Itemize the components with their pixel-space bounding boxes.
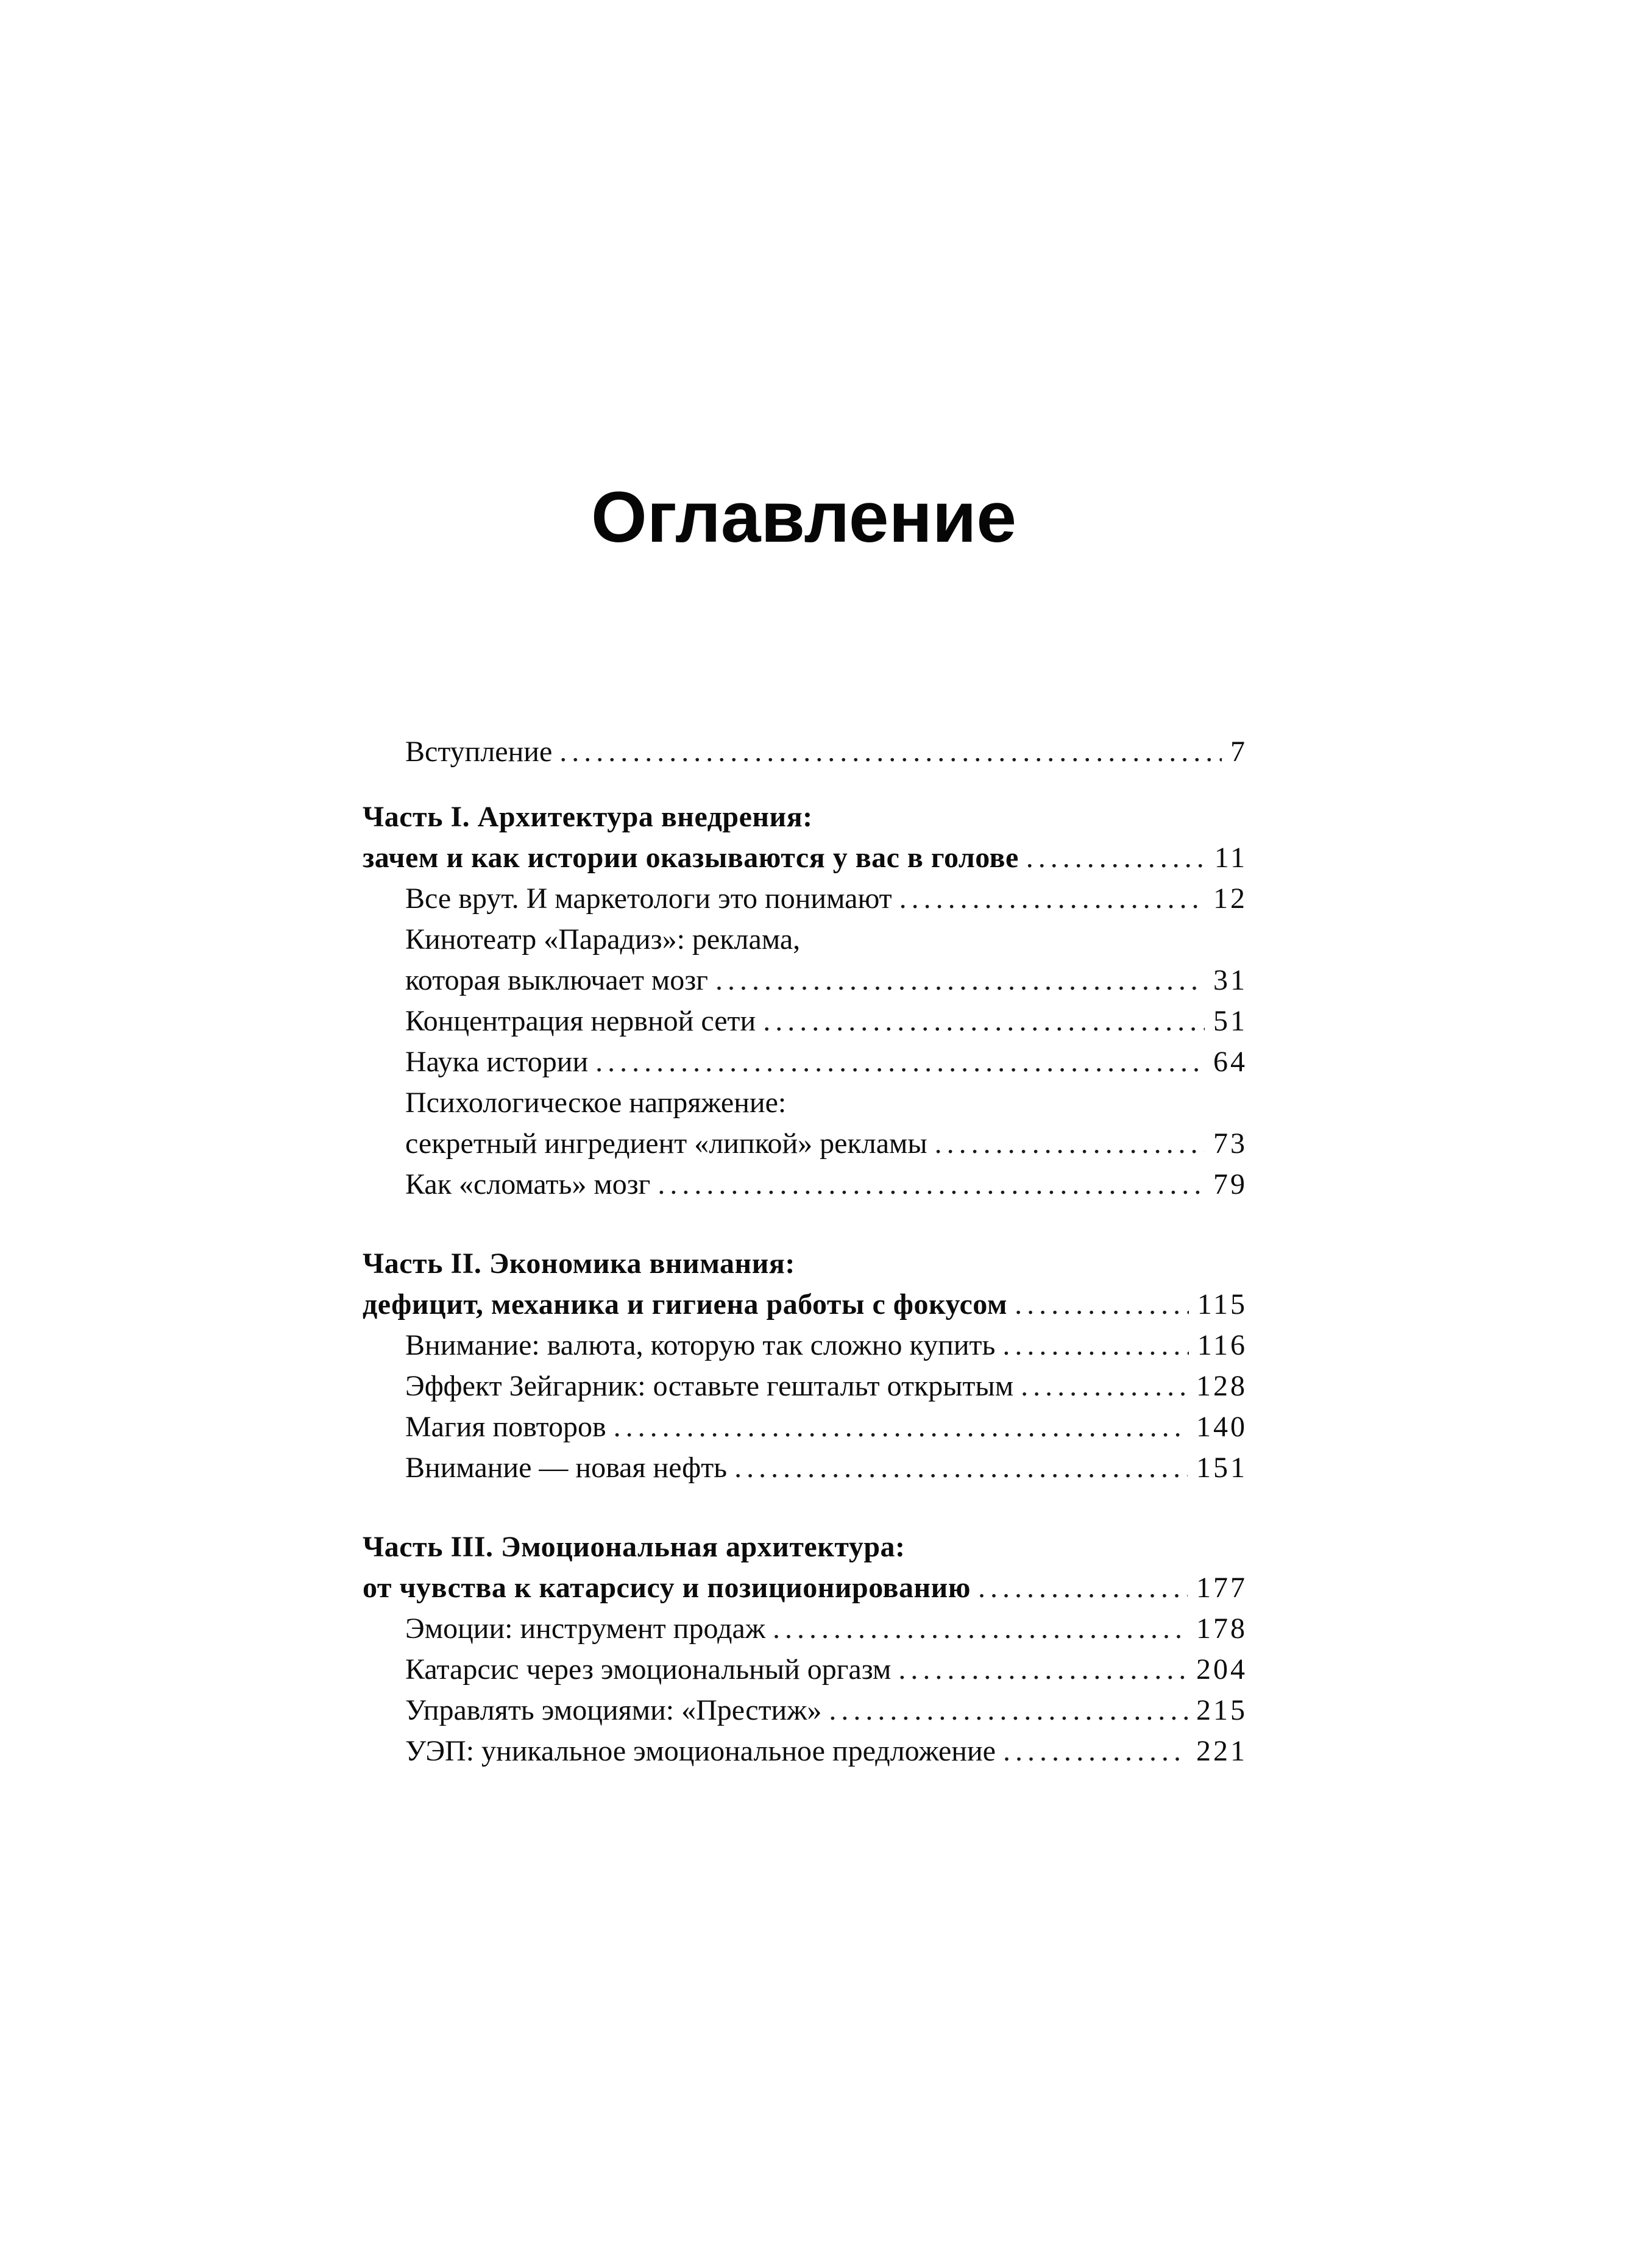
toc-section-1: [363, 796, 1245, 1205]
dot-leader: [978, 1567, 1188, 1608]
dot-leader: [715, 960, 1205, 1001]
toc-part-heading-label: дефицит, механика и гигиена работы с фокусом: [363, 1288, 1008, 1321]
toc-entry-page-number: 31: [1213, 964, 1247, 996]
toc-part-heading: [363, 796, 1245, 837]
toc-part-heading-page-number: 177: [1196, 1572, 1247, 1604]
toc-entry-page-number: 204: [1196, 1653, 1247, 1686]
dot-leader: [1015, 1284, 1189, 1325]
toc-entry: [363, 1447, 1245, 1488]
toc-part-heading: [363, 1284, 1245, 1325]
toc-entry-label: которая выключает мозг: [405, 964, 708, 996]
toc-part-heading: [363, 837, 1245, 878]
dot-leader: [734, 1447, 1188, 1488]
toc-entry-label: Внимание: валюта, которую так сложно купить: [405, 1329, 996, 1361]
toc-intro-page-number: 7: [1230, 736, 1247, 768]
toc-entry-label: Внимание — новая нефть: [405, 1452, 728, 1484]
dot-leader: [658, 1164, 1205, 1205]
toc-entry: [363, 1325, 1245, 1366]
toc-part-heading-label: Часть II. Экономика внимания:: [363, 1247, 795, 1280]
dot-leader: [773, 1608, 1188, 1649]
toc-entry-page-number: 221: [1196, 1735, 1247, 1767]
dot-leader: [899, 878, 1205, 919]
toc-entry-label: Катарсис через эмоциональный оргазм: [405, 1653, 892, 1686]
toc-entry: [363, 1608, 1245, 1649]
dot-leader: [763, 1001, 1205, 1041]
toc-entry-page-number: 73: [1213, 1127, 1247, 1160]
toc-part-heading-label: зачем и как истории оказываются у вас в голове: [363, 842, 1019, 874]
toc-entry: [363, 1731, 1245, 1771]
toc-entry: [363, 1041, 1245, 1082]
toc-entry: [363, 1366, 1245, 1406]
toc-entry-label: Эмоции: инструмент продаж: [405, 1612, 765, 1645]
toc-entry-label: Наука истории: [405, 1046, 589, 1078]
toc-entry-page-number: 140: [1196, 1411, 1247, 1443]
toc-entry: [363, 960, 1245, 1001]
toc-entry: [363, 1123, 1245, 1164]
toc-intro-label: Вступление: [405, 736, 553, 768]
dot-leader: [559, 731, 1222, 772]
dot-leader: [1021, 1366, 1188, 1406]
toc-part-heading-label: Часть III. Эмоциональная архитектура:: [363, 1531, 906, 1563]
toc-section-3: [363, 1526, 1245, 1771]
toc-entry-page-number: 178: [1196, 1612, 1247, 1645]
toc-entry: [363, 919, 1245, 960]
toc-part-heading-label: Часть I. Архитектура внедрения:: [363, 801, 813, 833]
toc-part-heading: [363, 1243, 1245, 1284]
dot-leader: [1003, 1731, 1188, 1771]
dot-leader: [1026, 837, 1206, 878]
toc-entry: [363, 1082, 1245, 1123]
toc-intro: [363, 731, 1245, 772]
toc-entry-page-number: 12: [1213, 882, 1247, 915]
toc-entry-label: Управлять эмоциями: «Престиж»: [405, 1694, 822, 1726]
toc-entry: [363, 1001, 1245, 1041]
dot-leader: [935, 1123, 1205, 1164]
toc-entry-page-number: 51: [1213, 1005, 1247, 1037]
toc-entry: [363, 1649, 1245, 1690]
dot-leader: [1002, 1325, 1188, 1366]
dot-leader: [614, 1406, 1188, 1447]
toc-list: [363, 731, 1245, 1771]
toc-entry-label: Как «сломать» мозг: [405, 1168, 651, 1200]
toc-part-heading: [363, 1567, 1245, 1608]
toc-entry-page-number: 116: [1197, 1329, 1247, 1361]
toc-entry-label: Концентрация нервной сети: [405, 1005, 756, 1037]
toc-entry-label: секретный ингредиент «липкой» рекламы: [405, 1127, 927, 1160]
toc-section-2: [363, 1243, 1245, 1488]
toc-entry-page-number: 64: [1213, 1046, 1247, 1078]
toc-entry-page-number: 215: [1196, 1694, 1247, 1726]
toc-entry: [363, 1690, 1245, 1731]
toc-entry-page-number: 151: [1196, 1452, 1247, 1484]
toc-entry: [363, 878, 1245, 919]
toc-part-heading: [363, 1526, 1245, 1567]
toc-entry-label: УЭП: уникальное эмоциональное предложение: [405, 1735, 996, 1767]
toc-part-heading-label: от чувства к катарсису и позиционированию: [363, 1572, 971, 1604]
toc-entry: [363, 1406, 1245, 1447]
toc-entry-page-number: 128: [1196, 1370, 1247, 1402]
toc-entry-label: Магия повторов: [405, 1411, 606, 1443]
toc-entry-label: Кинотеатр «Парадиз»: реклама,: [405, 923, 801, 956]
dot-leader: [595, 1041, 1205, 1082]
toc-part-heading-page-number: 115: [1197, 1288, 1247, 1321]
toc-entry-page-number: 79: [1213, 1168, 1247, 1200]
toc-entry-label: Эффект Зейгарник: оставьте гештальт открытым: [405, 1370, 1014, 1402]
toc-part-heading-page-number: 11: [1214, 842, 1247, 874]
page-title: Оглавление: [590, 477, 1017, 558]
dot-leader: [898, 1649, 1188, 1690]
toc-entry-label: Психологическое напряжение:: [405, 1087, 787, 1119]
toc-entry: [363, 1164, 1245, 1205]
dot-leader: [829, 1690, 1188, 1731]
toc-entry-label: Все врут. И маркетологи это понимают: [405, 882, 892, 915]
